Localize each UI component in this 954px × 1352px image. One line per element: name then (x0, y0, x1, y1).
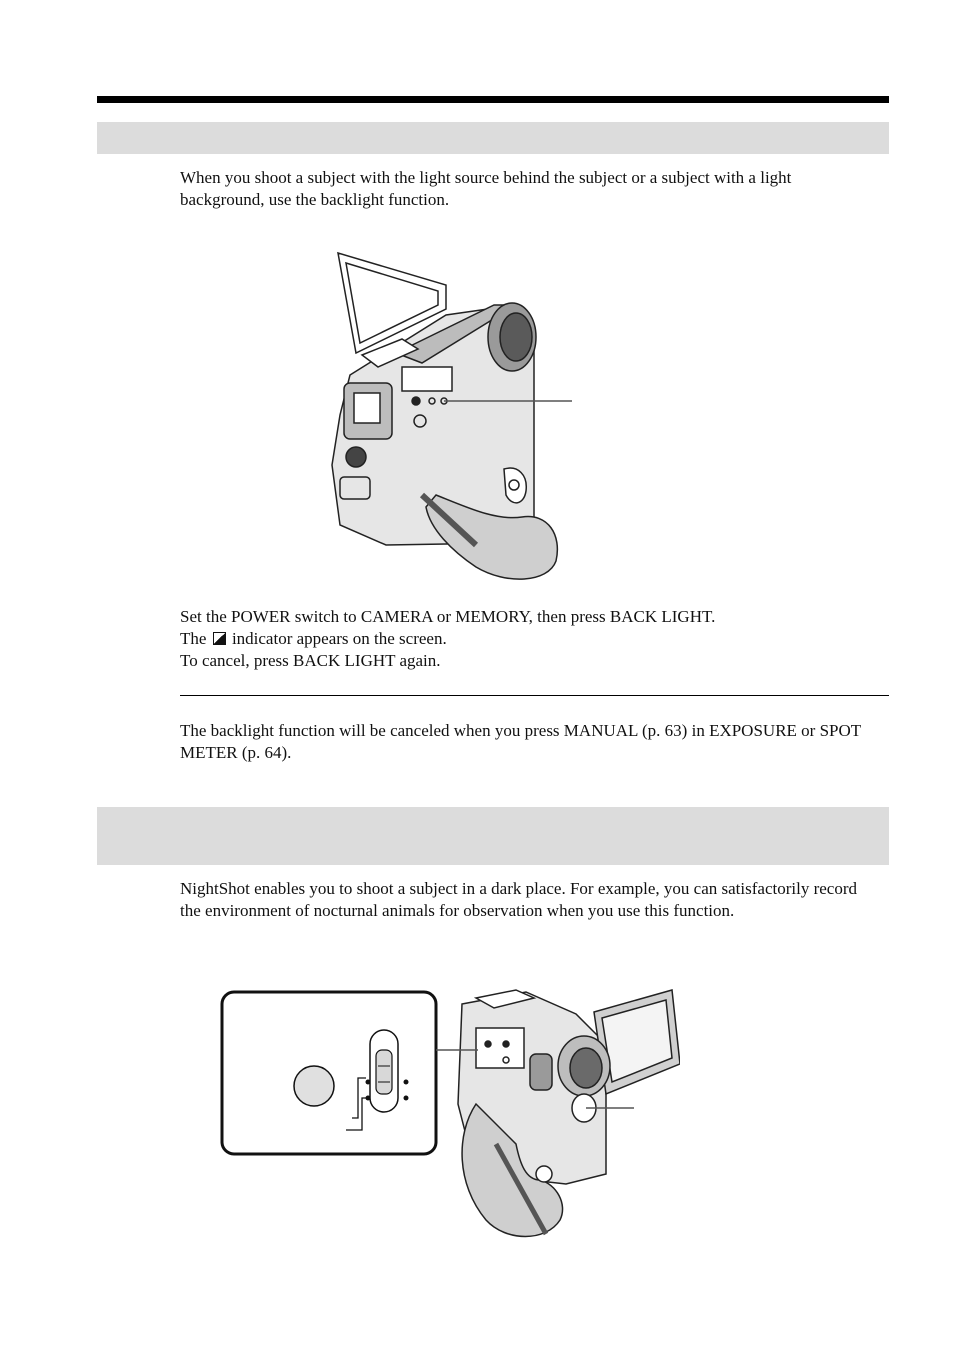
backlight-note: The backlight function will be canceled when you press MANUAL (p. 63) in EXPOSURE or SPOT METER (p. 64). (180, 721, 861, 762)
section-header-nightshot (97, 807, 889, 865)
backlight-steps (180, 606, 870, 672)
note-divider (180, 695, 889, 696)
step-power: Set the POWER switch to CAMERA or MEMORY, then press BACK LIGHT. (180, 607, 716, 626)
step-indicator-suffix: indicator appears on the screen. (231, 629, 447, 648)
nightshot-intro: NightShot enables you to shoot a subject in a dark place. For example, you can satisfactorily record the environment of nocturnal animals for observation when you use this function. (180, 879, 857, 920)
backlight-indicator-icon (213, 632, 226, 645)
step-indicator (180, 628, 870, 650)
backlight-intro: When you shoot a subject with the light source behind the subject or a subject with a light background, use the backlight function. (180, 168, 792, 209)
step-indicator-prefix: The (180, 629, 207, 648)
step-cancel: To cancel, press BACK LIGHT again. (180, 651, 441, 670)
section-header-backlight (97, 122, 889, 154)
camcorder-backlight-illustration (326, 245, 582, 585)
camcorder-nightshot-illustration (436, 984, 680, 1244)
top-rule (97, 96, 889, 103)
nightshot-switch-inset (220, 990, 440, 1158)
